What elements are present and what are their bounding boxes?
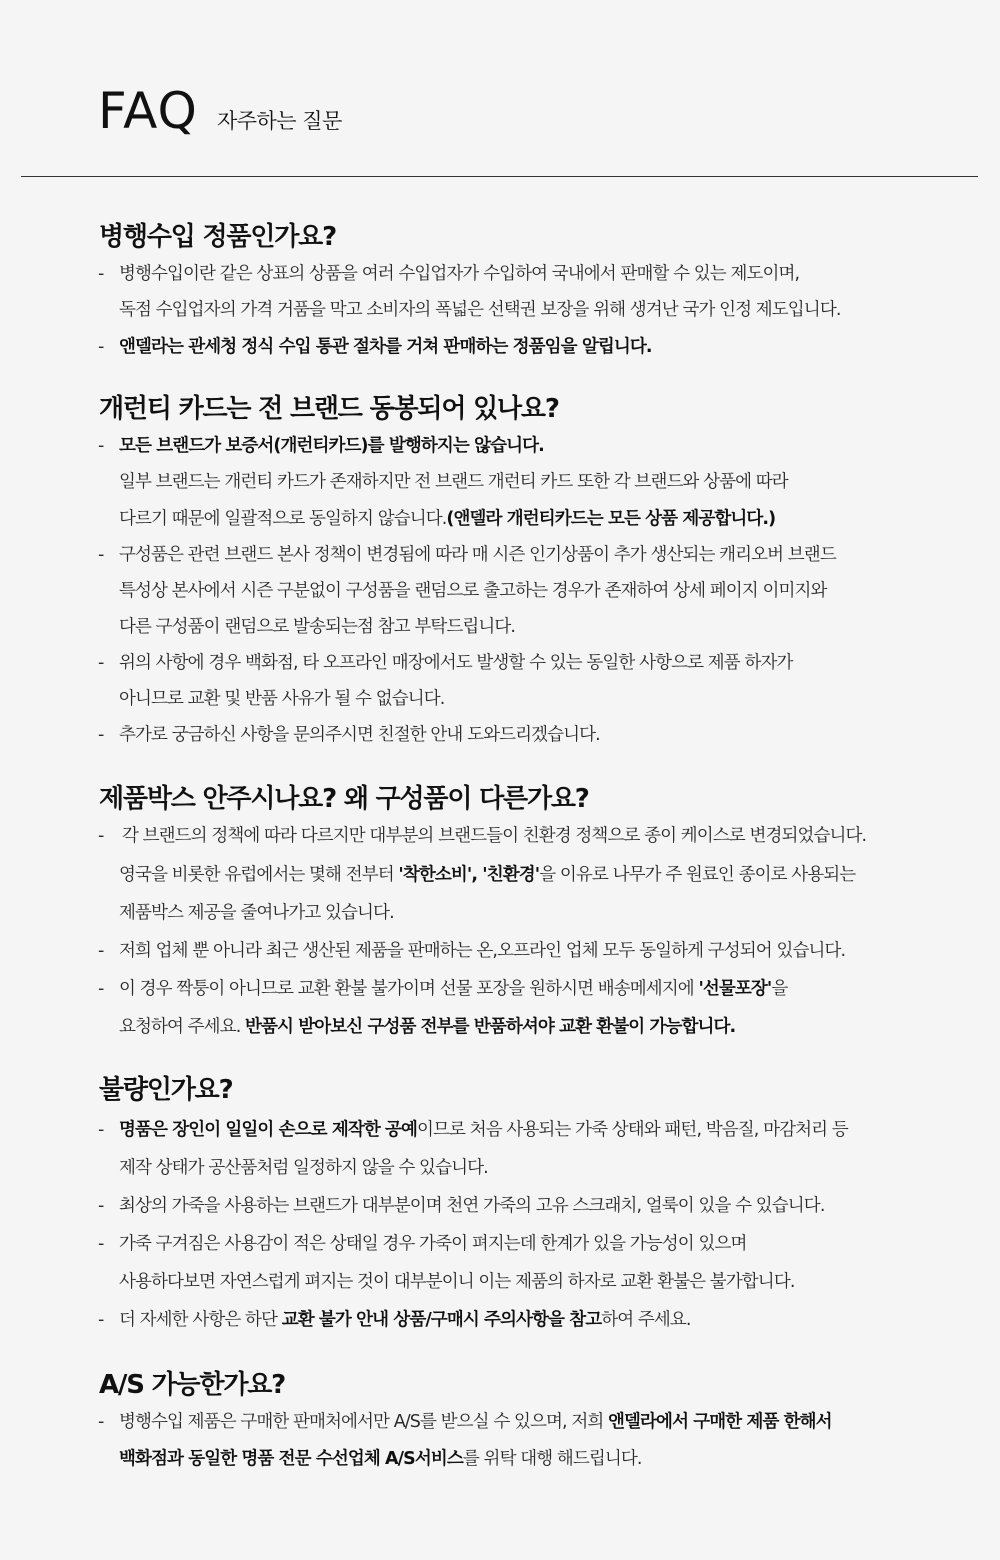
- header-divider: [21, 176, 978, 177]
- faq-header: [98, 82, 342, 142]
- faq-question-3: 제품박스 안주시나요? 왜 구성품이 다른가요?: [99, 784, 589, 814]
- bullet-dash: -: [98, 436, 104, 456]
- faq-question-2: 개런티 카드는 전 브랜드 동봉되어 있나요?: [99, 394, 559, 424]
- bullet-dash: -: [98, 979, 104, 999]
- bullet-dash: -: [98, 1120, 104, 1140]
- bullet-dash: -: [98, 826, 104, 846]
- bullet-dash: -: [98, 941, 104, 961]
- faq-question-5: A/S 가능한가요?: [99, 1370, 286, 1400]
- page-subtitle: 자주하는 질문: [216, 109, 342, 133]
- bullet-dash: -: [98, 1196, 104, 1216]
- faq-question-1: 병행수입 정품인가요?: [99, 222, 336, 252]
- bullet-dash: -: [98, 545, 104, 565]
- bullet-dash: -: [98, 337, 104, 357]
- faq-question-4: 불량인가요?: [99, 1075, 233, 1105]
- bullet-dash: -: [98, 1412, 104, 1432]
- bullet-dash: -: [98, 1310, 104, 1330]
- faq-page: FAQ 자주하는 질문 병행수입 정품인가요? - 병행수입이란 같은 상표의 상품을 여러 수입업자가 수입하여 국내에서 판매할 수 있는 제도이며, 독점 수입업자의 가격 거품을 막고 소비자의 폭넓은 선택권 보장을 위해 생겨난 국가 인정 제도입니다. - 앤델라는 관세청 정식 수입 통관 절차를 거쳐 판매하는 정품임을 알립니다. 개런티 카드는 전 브랜드 동봉되어 있나요? - 모든 브랜드가 보증서(개런티카드)를 발행하지는 않습니다. 일부 브랜드는 개런티 카드가 존재하지만 전 브랜드 개런티 카드 또한 각 브랜드와 상품에 따라 다르기 때문에 일괄적으로 동일하지 않습니다.(앤델라 개런티카드는 모든 상품 제공합니다.) - 구성품은 관련 브랜드 본사 정책이 변경됨에 따라 매 시즌 인기상품이 추가 생산되는 캐리오버 브랜드 특성상 본사에서 시즌 구분없이 구성품을 랜덤으로 출고하는 경우가 존재하여 상세 페이지 이미지와 다른 구성품이 랜덤으로 발송되는점 참고 부탁드립니다. - 위의 사항에 경우 백화점, 타 오프라인 매장에서도 발생할 수 있는 동일한 사항으로 제품 하자가 아니므로 교환 및 반품 사유가 될 수 없습니다. - 추가로 궁금하신 사항을 문의주시면 친절한 안내 도와드리겠습니다. 제품박스 안주시나요? 왜 구성품이 다른가요? - 각 브랜드의 정책에 따라 다르지만 대부분의 브랜드들이 친환경 정책으로 종이 케이스로 변경되었습니다. 영국을 비롯한 유럽에서는 몇해 전부터 '착한소비', '친환경'을 이유로 나무가 주 원료인 종이로 사용되는 제품박스 제공을 줄여나가고 있습니다. - 저희 업체 뿐 아니라 최근 생산된 제품을 판매하는 온,오프라인 업체 모두 동일하게 구성되어 있습니다. - 이 경우 짝퉁이 아니므로 교환 환불 불가이며 선물 포장을 원하시면 배송메세지에 '선물포장'을 요청하여 주세요. 반품시 받아보신 구성품 전부를 반품하셔야 교환 환불이 가능합니다. 불량인가요? - 명품은 장인이 일일이 손으로 제작한 공예이므로 처음 사용되는 가죽 상태와 패턴, 박음질, 마감처리 등 제작 상태가 공산품처럼 일정하지 않을 수 있습니다. - 최상의 가죽을 사용하는 브랜드가 대부분이며 천연 가죽의 고유 스크래치, 얼룩이 있을 수 있습니다. - 가죽 구겨짐은 사용감이 적은 상태일 경우 가죽이 펴지는데 한계가 있을 가능성이 있으며 사용하다보면 자연스럽게 펴지는 것이 대부분이니 이는 제품의 하자로 교환 환불은 불가합니다. - 더 자세한 사항은 하단 교환 불가 안내 상품/구매시 주의사항을 참고하여 주세요. A/S 가능한가요? - 병행수입 제품은 구매한 판매처에서만 A/S를 받으실 수 있으며, 저희 앤델라에서 구매한 제품 한해서 백화점과 동일한 명품 전문 수선업체 A/S서비스를 위탁 대행 해드립니다.: [0, 0, 1000, 1560]
- page-title: FAQ: [98, 82, 198, 140]
- bullet-dash: -: [98, 653, 104, 673]
- bullet-dash: -: [98, 1234, 104, 1254]
- bullet-dash: -: [98, 264, 104, 284]
- bullet-dash: -: [98, 725, 104, 745]
